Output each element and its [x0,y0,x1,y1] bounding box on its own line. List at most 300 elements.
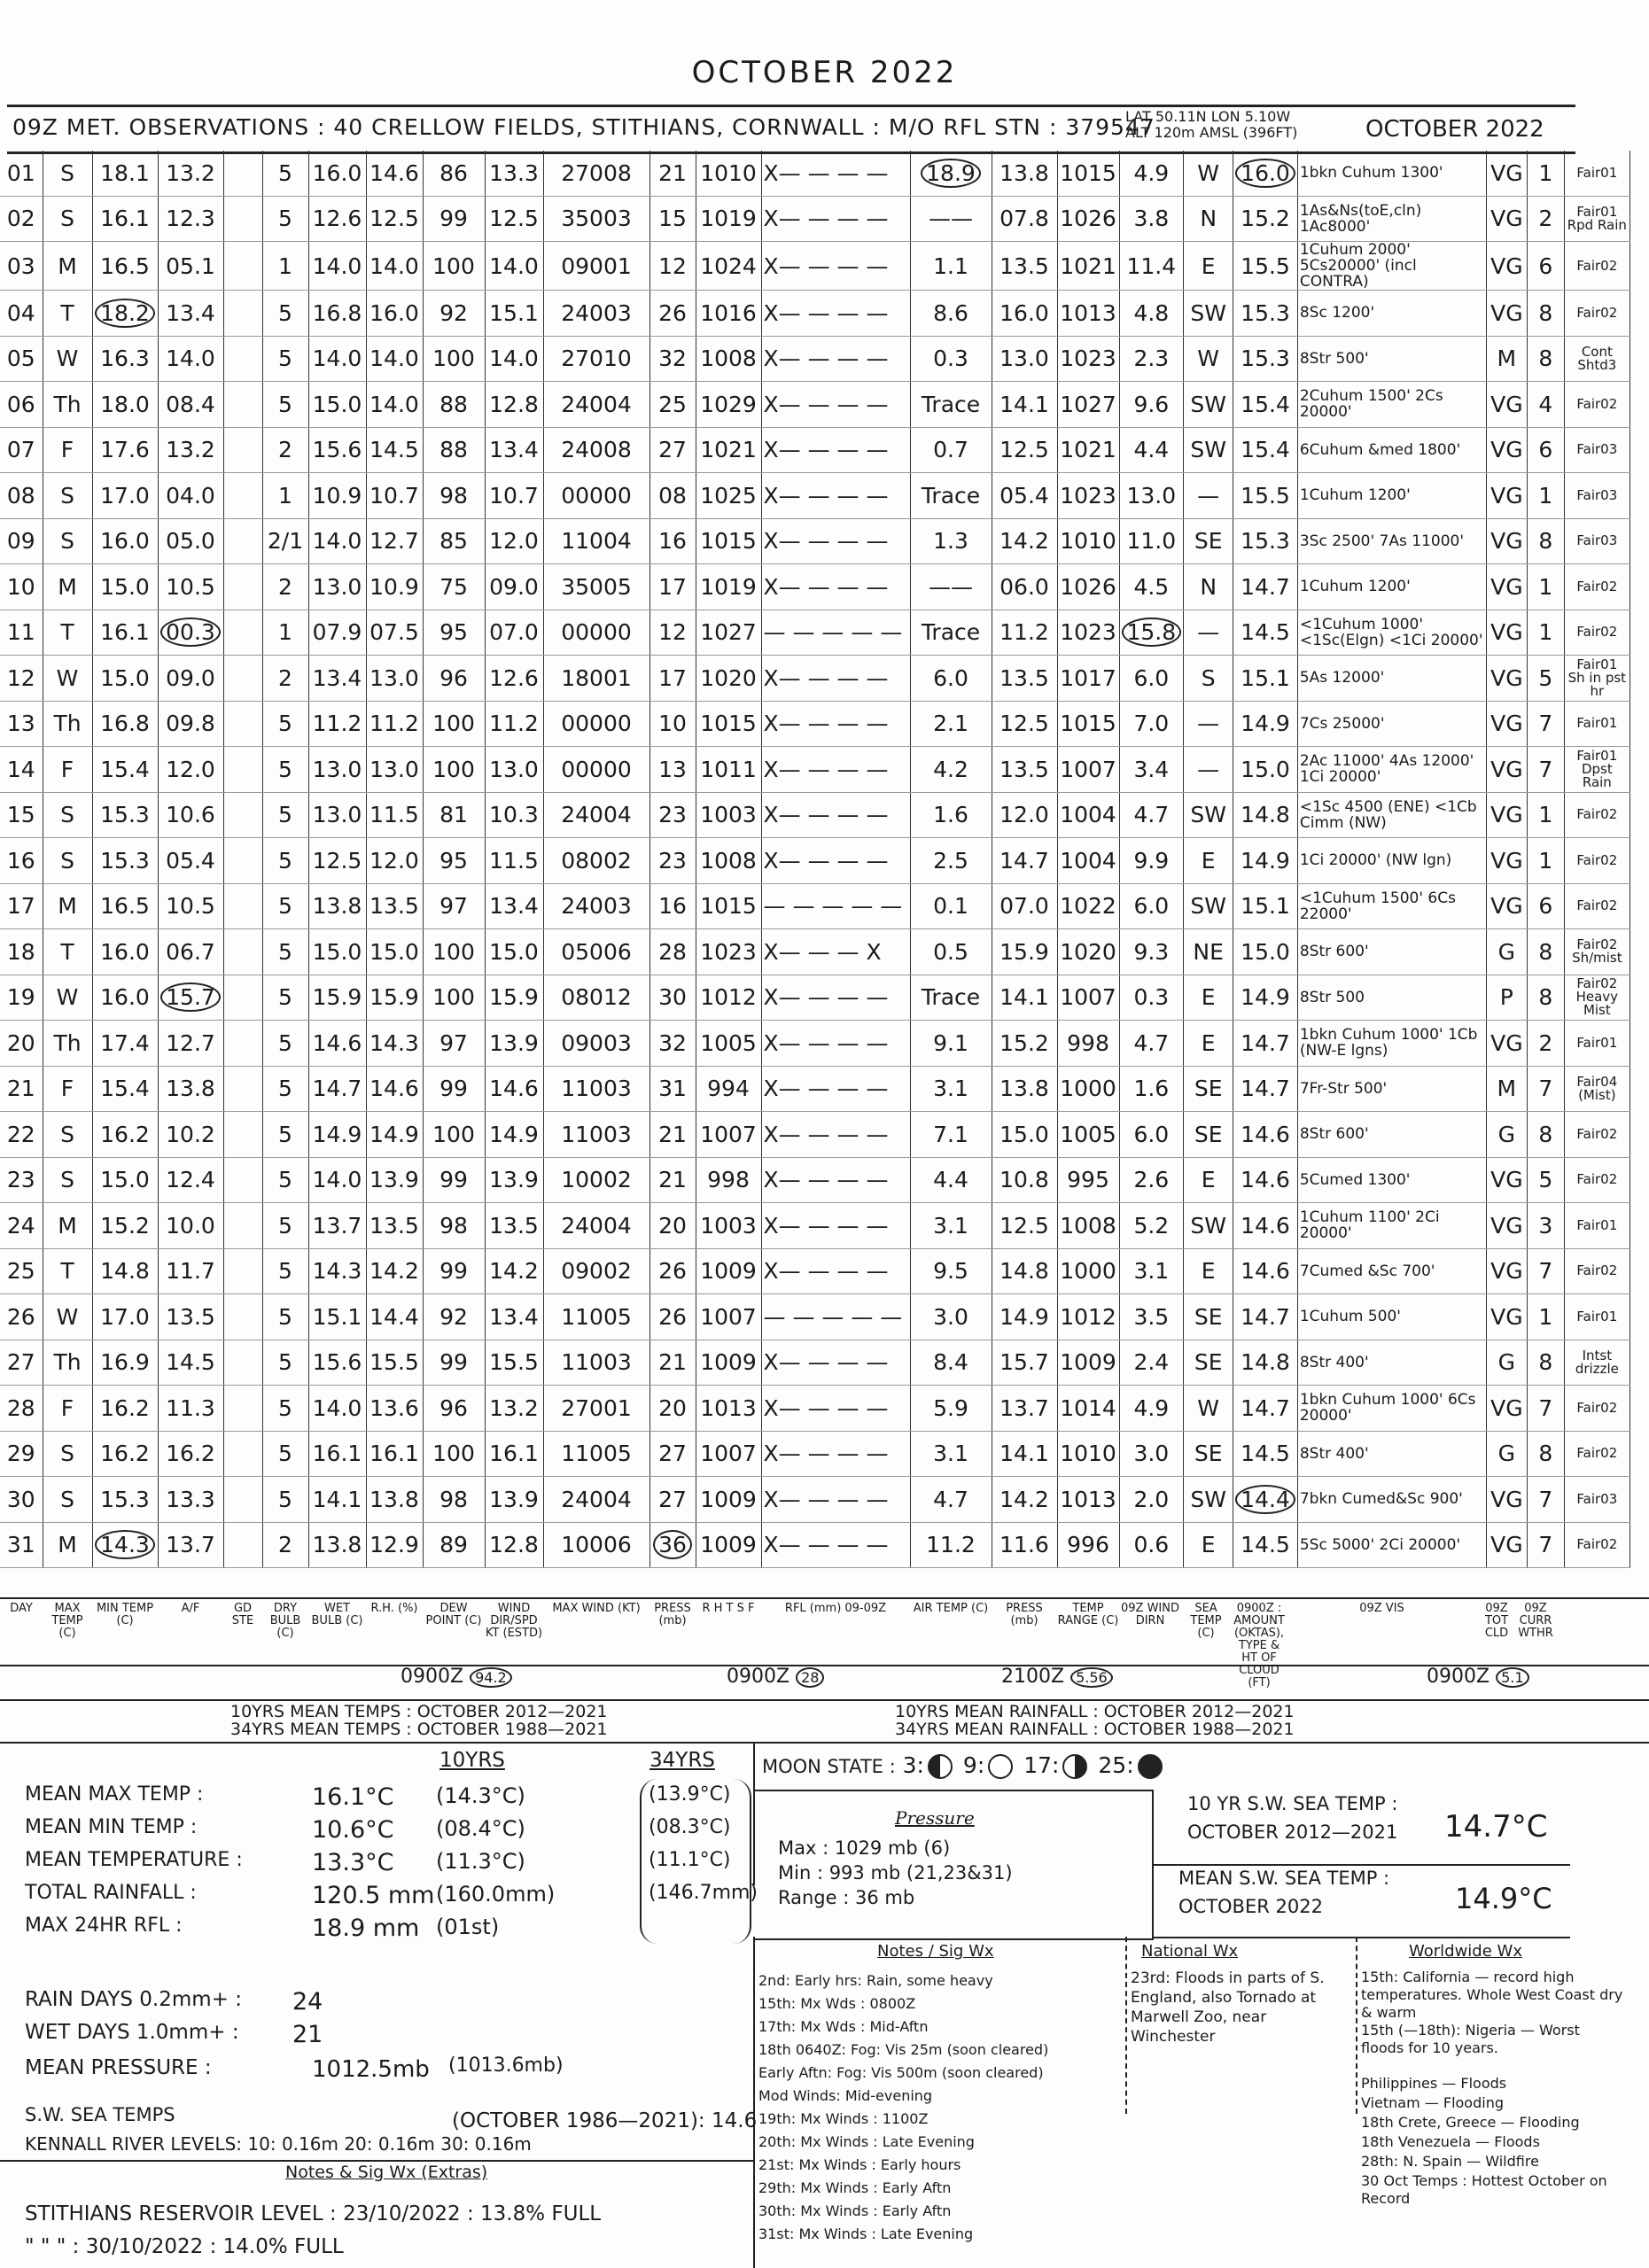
dry-bulb-value: 14.3 [312,1258,362,1285]
air-temp-value: 15.9 [1000,938,1049,965]
af-cell [223,1066,262,1112]
seamean-value: 14.9°C [1455,1882,1552,1915]
sea-temp-cell [1233,427,1298,473]
press-2100-cell [1057,883,1119,929]
rhtsf-value: — — — — — [763,619,903,646]
curr-wthr-value: Fair01 Dpst Rain [1576,747,1618,790]
wet-bulb-cell [366,291,423,337]
max-temp-cell [92,1203,158,1249]
max-wind-cell [649,336,696,382]
dew-point-cell [485,1066,543,1112]
af-cell [223,427,262,473]
pressure-value: 1012.5mb [312,2056,430,2083]
vis-value: VG [1490,206,1523,232]
rhtsf-cell [761,473,910,519]
vis-cell [1486,838,1527,884]
rhtsf-cell [761,382,910,428]
sea-temp-cell [1233,1340,1298,1386]
min-temp-value: 10.5 [166,893,215,920]
af-cell [223,382,262,428]
press-2100-cell [1057,242,1119,291]
max-temp-cell [92,883,158,929]
max-temp-value: 15.2 [100,1212,150,1239]
dry-bulb-cell [308,929,366,975]
max-temp-value: 18.2 [95,299,155,328]
worldwide-item: 30 Oct Temps : Hottest October on Record [1361,2172,1607,2207]
vis-cell [1486,1248,1527,1294]
day-cell [0,1522,43,1568]
press-2100-value: 1005 [1060,1121,1116,1147]
column-header: 09Z CURR WTHR [1518,1602,1553,1640]
curr-wthr-cell [1564,883,1630,929]
max-wind-value: 23 [658,802,687,828]
max-wind-value: 12 [658,619,687,646]
sea-temp-value: 14.8 [1241,1349,1290,1376]
table-row [0,242,1630,291]
press-2100-cell [1057,151,1119,196]
wind-dirn-value: E [1201,252,1216,279]
cloud-value: 1bkn Cuhum 1000' 6Cs 20000' [1299,1391,1476,1425]
dew-point-cell [485,1340,543,1386]
rhtsf-value: X— — — — [763,482,889,509]
sea-temps-label: S.W. SEA TEMPS [25,2104,175,2125]
max-temp-cell [92,518,158,564]
press-value: 1027 [700,619,757,646]
rhtsf-value: X— — — — [763,847,889,874]
vis-cell [1486,1386,1527,1432]
air-temp-value: 05.4 [1000,482,1049,509]
weekday-cell [43,382,92,428]
air-temp-cell [992,336,1057,382]
day-cell [0,518,43,564]
wet-bulb-cell [366,1431,423,1477]
press-2100-value: 1021 [1060,437,1116,463]
moon-state: MOON STATE : 3: 9: 17: 25: [762,1752,1166,1779]
max-temp-value: 16.3 [100,346,150,372]
wet-bulb-cell [366,242,423,291]
press-cell [696,1248,761,1294]
dry-bulb-value: 13.0 [312,573,362,600]
tot-cld-value: 1 [1538,573,1553,600]
cloud-cell [1297,1066,1486,1112]
temp-range-value: 4.9 [1133,159,1170,186]
dry-bulb-value: 13.8 [312,1532,362,1558]
air-temp-cell [992,427,1057,473]
vis-value: VG [1490,437,1523,463]
wind-cell [543,291,649,337]
rainfall-value: 4.4 [933,1167,968,1193]
note-item: 17th: Mx Wds : Mid-Aftn [758,2018,929,2035]
dry-bulb-value: 16.8 [312,299,362,326]
notes-title: Notes / Sig Wx [877,1942,994,1961]
wind-cell [543,473,649,519]
note-item: 15th: Mx Wds : 0800Z [758,1995,916,2012]
weekday-cell [43,929,92,975]
sea-temp-value: 15.2 [1241,206,1290,232]
day-value: 06 [6,391,35,417]
tot-cld-cell [1527,242,1564,291]
min-temp-cell [158,242,223,291]
press-value: 1007 [700,1303,757,1330]
gd-ste-value: 1 [278,619,292,646]
wet-bulb-cell [366,701,423,747]
rh-cell [423,792,485,838]
extras-title: Notes & Sig Wx (Extras) [285,2163,488,2182]
stat-y10: (01st) [436,1915,500,1939]
min-temp-value: 05.4 [166,847,215,874]
press-cell [696,1477,761,1523]
rainfall-cell [910,838,992,884]
curr-wthr-cell [1564,929,1630,975]
temp-range-cell [1119,151,1184,196]
wind-dirn-cell [1184,1294,1233,1340]
air-temp-value: 13.8 [1000,159,1049,186]
rhtsf-value: X— — — — [763,1441,889,1467]
dew-point-cell [485,1157,543,1203]
tot-cld-value: 6 [1538,893,1553,920]
max-wind-cell [649,1248,696,1294]
table-row [0,1340,1630,1386]
moon-new-icon [1138,1754,1163,1779]
weekday-cell [43,196,92,242]
max-temp-cell [92,242,158,291]
vis-cell [1486,1522,1527,1568]
press-value: 1023 [700,938,757,965]
rhtsf-cell [761,151,910,196]
max-wind-value: 08 [658,482,687,509]
press-2100-value: 1023 [1060,482,1116,509]
wind-dirn-value: SE [1194,1303,1223,1330]
max-temp-value: 16.9 [100,1349,150,1376]
dry-bulb-value: 15.0 [312,938,362,965]
column-header: WIND DIR/SPD KT (ESTD) [485,1602,543,1640]
pressure-max: Max : 1029 mb (6) [778,1837,951,1859]
max-wind-cell [649,242,696,291]
curr-wthr-value: Fair01 [1576,1216,1618,1233]
dry-bulb-cell [308,975,366,1021]
dew-point-cell [485,656,543,702]
tot-cld-cell [1527,427,1564,473]
air-temp-cell [992,1066,1057,1112]
dry-bulb-cell [308,1203,366,1249]
temp-range-cell [1119,1066,1184,1112]
wind-dirn-value: SE [1194,1441,1223,1467]
day-value: 27 [6,1349,35,1376]
wind-cell [543,151,649,196]
rainfall-value: Trace [921,391,981,417]
gd-ste-value: 5 [278,346,292,372]
rh-cell [423,656,485,702]
temp-range-cell [1119,838,1184,884]
temp-range-value: 5.2 [1133,1212,1170,1239]
day-value: 16 [6,847,35,874]
day-cell [0,929,43,975]
sea-temp-cell [1233,1522,1298,1568]
press-2100-value: 1007 [1060,984,1116,1011]
rhtsf-value: X— — — — [763,299,889,326]
tot-cld-cell [1527,883,1564,929]
station-latlon: LAT 50.11N LON 5.10W [1125,108,1291,125]
dew-point-value: 10.7 [489,482,539,509]
wind-value: 24003 [561,893,632,920]
sea-temp-value: 14.9 [1241,984,1290,1011]
dew-point-value: 14.9 [489,1121,539,1147]
weekday-cell [43,151,92,196]
press-2100-value: 995 [1067,1167,1109,1193]
day-cell [0,1477,43,1523]
temp-range-cell [1119,1203,1184,1249]
tot-cld-cell [1527,1112,1564,1158]
max-temp-value: 16.2 [100,1394,150,1421]
rhtsf-cell [761,1522,910,1568]
dew-point-value: 11.2 [489,711,539,737]
min-temp-cell [158,1431,223,1477]
day-cell [0,701,43,747]
worldwide-item: 18th Venezuela — Floods [1361,2133,1540,2150]
mean-temps-10yr: 10YRS MEAN TEMPS : OCTOBER 2012—2021 [230,1702,608,1721]
stat-value: 13.3°C [312,1849,394,1876]
rainfall-value: 2.5 [933,847,968,874]
rainfall-cell [910,196,992,242]
sea-temp-value: 14.7 [1241,1303,1290,1330]
gd-ste-cell [262,242,308,291]
divider-vertical-notes [753,1937,755,2268]
sea-temp-cell [1233,1431,1298,1477]
dry-bulb-value: 14.1 [312,1486,362,1512]
max-wind-cell [649,151,696,196]
min-temp-cell [158,838,223,884]
min-temp-value: 11.7 [166,1258,215,1285]
max-wind-cell [649,1431,696,1477]
rainfall-cell [910,1203,992,1249]
press-2100-value: 1010 [1060,1441,1116,1467]
air-temp-value: 16.0 [1000,299,1049,326]
day-cell [0,1294,43,1340]
rh-value: 81 [439,802,468,828]
max-temp-value: 15.3 [100,1486,150,1512]
wind-cell [543,656,649,702]
cloud-cell [1297,1340,1486,1386]
max-temp-cell [92,792,158,838]
day-cell [0,336,43,382]
day-value: 17 [6,893,35,920]
wet-bulb-value: 13.9 [369,1167,419,1193]
rainfall-value: Trace [921,619,981,646]
press-2100-cell [1057,929,1119,975]
rh-value: 98 [439,482,468,509]
dew-point-value: 10.3 [489,802,539,828]
day-value: 01 [6,159,35,186]
temp-range-cell [1119,291,1184,337]
cloud-cell [1297,336,1486,382]
air-temp-cell [992,656,1057,702]
air-temp-value: 07.0 [1000,893,1049,920]
tot-cld-value: 7 [1538,756,1553,782]
air-temp-value: 12.5 [1000,1212,1049,1239]
column-header: DRY BULB (C) [269,1602,301,1640]
rhtsf-value: X— — — — [763,1212,889,1239]
column-header: AIR TEMP (C) [913,1602,989,1615]
vis-value: M [1497,346,1517,372]
air-temp-cell [992,382,1057,428]
dew-point-cell [485,701,543,747]
34yr-bracket [640,1779,751,1944]
day-value: 18 [6,938,35,965]
min-temp-value: 12.0 [166,756,215,782]
weekday-cell [43,975,92,1021]
max-wind-cell [649,929,696,975]
air-temp-cell [992,701,1057,747]
wind-value: 24008 [561,437,632,463]
gd-ste-cell [262,883,308,929]
wind-dirn-value: — [1197,756,1220,782]
air-temp-cell [992,747,1057,793]
press-cell [696,656,761,702]
rainfall-cell [910,1386,992,1432]
curr-wthr-value: Fair02 [1576,1262,1618,1279]
station-title: 09Z MET. OBSERVATIONS : 40 CRELLOW FIELDS, STITHIANS, CORNWALL : M/O RFL STN : 379547 [12,114,1155,140]
rhtsf-value: — — — — — [763,893,903,920]
rhtsf-cell [761,838,910,884]
press-cell [696,473,761,519]
dew-point-value: 11.5 [489,847,539,874]
rh-value: 100 [432,711,475,737]
press-2100-value: 1013 [1060,1486,1116,1512]
dry-bulb-value: 15.9 [312,984,362,1011]
page-heading: OCTOBER 2022 [691,55,958,90]
rainfall-value: Trace [921,482,981,509]
curr-wthr-cell [1564,1386,1630,1432]
air-temp-cell [992,1477,1057,1523]
sea-temp-cell [1233,975,1298,1021]
cloud-cell [1297,1112,1486,1158]
cloud-value: <1Cuhum 1000' <1Sc(Elgn) <1Ci 20000' [1299,615,1483,649]
dry-bulb-value: 14.7 [312,1076,362,1102]
curr-wthr-cell [1564,151,1630,196]
stat-y10: (08.4°C) [436,1816,525,1841]
temp-range-value: 0.6 [1133,1532,1170,1558]
cloud-value: 1bkn Cuhum 1300' [1299,164,1443,183]
wind-cell [543,1340,649,1386]
rh-value: 75 [439,573,468,600]
day-value: 24 [6,1212,35,1239]
wind-cell [543,929,649,975]
wind-dirn-value: SW [1190,802,1226,828]
press-2100-value: 1000 [1060,1258,1116,1285]
day-value: 11 [6,619,35,646]
wind-cell [543,196,649,242]
min-temp-cell [158,1157,223,1203]
temp-range-cell [1119,1431,1184,1477]
dew-point-cell [485,610,543,656]
max-temp-cell [92,747,158,793]
weekday-cell [43,792,92,838]
af-cell [223,792,262,838]
wind-dirn-cell [1184,336,1233,382]
cloud-cell [1297,518,1486,564]
day-value: 20 [6,1029,35,1056]
rh-cell [423,701,485,747]
af-cell [223,1386,262,1432]
temp-range-cell [1119,1248,1184,1294]
rh-value: 92 [439,1303,468,1330]
rhtsf-value: X— — — — [763,1029,889,1056]
min-temp-cell [158,1477,223,1523]
tot-cld-cell [1527,1066,1564,1112]
press-cell [696,838,761,884]
press-value: 1009 [700,1349,757,1376]
dry-bulb-value: 13.7 [312,1212,362,1239]
max-wind-value: 21 [658,1349,687,1376]
temp-range-cell [1119,747,1184,793]
vis-value: VG [1490,802,1523,828]
wind-cell [543,1248,649,1294]
gd-ste-value: 5 [278,1394,292,1421]
dew-point-value: 07.0 [489,619,539,646]
wind-dirn-cell [1184,656,1233,702]
rhtsf-value: X— — — — [763,206,889,232]
press-2100-value: 996 [1067,1532,1109,1558]
af-cell [223,975,262,1021]
dew-point-cell [485,1294,543,1340]
day-value: 12 [6,664,35,691]
wet-bulb-value: 16.0 [369,299,419,326]
press-2100-cell [1057,975,1119,1021]
wind-cell [543,242,649,291]
wind-dirn-value: S [1201,664,1216,691]
curr-wthr-cell [1564,1021,1630,1067]
curr-wthr-value: Fair01 [1576,715,1618,732]
sea-temp-cell [1233,1248,1298,1294]
dew-point-value: 14.0 [489,252,539,279]
tot-cld-value: 5 [1538,1167,1553,1193]
wet-bulb-value: 13.0 [369,664,419,691]
moon-quarter-icon [1062,1754,1087,1779]
max-temp-value: 15.3 [100,847,150,874]
tot-cld-cell [1527,518,1564,564]
table-row [0,747,1630,793]
column-header: A/F [181,1602,200,1615]
sea-temp-value: 14.5 [1241,1532,1290,1558]
temp-range-cell [1119,336,1184,382]
dew-point-value: 13.5 [489,1212,539,1239]
temp-range-value: 11.0 [1126,528,1177,555]
observations-title-bar [7,105,1575,154]
max-wind-cell [649,382,696,428]
max-temp-value: 14.3 [95,1530,155,1559]
reservoir-level-1: STITHIANS RESERVOIR LEVEL : 23/10/2022 : 13.8% FULL [25,2202,602,2225]
wind-value: 10006 [561,1532,632,1558]
curr-wthr-value: Fair02 [1576,578,1618,594]
air-temp-cell [992,838,1057,884]
max-temp-value: 15.0 [100,664,150,691]
cloud-value: 1Ci 20000' (NW lgn) [1299,851,1452,870]
gd-ste-value: 5 [278,893,292,920]
max-wind-value: 31 [658,1076,687,1102]
weekday-value: S [60,802,74,828]
max-wind-value: 30 [658,984,687,1011]
rain-label: WET DAYS 1.0mm+ : [25,2021,239,2044]
rain-value: 24 [292,1988,323,2016]
rainfall-cell [910,1248,992,1294]
curr-wthr-cell [1564,1203,1630,1249]
max-wind-value: 32 [658,1029,687,1056]
press-value: 1020 [700,664,757,691]
max-wind-cell [649,747,696,793]
dry-bulb-value: 14.0 [312,1167,362,1193]
sea-temp-cell [1233,242,1298,291]
dry-bulb-value: 12.5 [312,847,362,874]
